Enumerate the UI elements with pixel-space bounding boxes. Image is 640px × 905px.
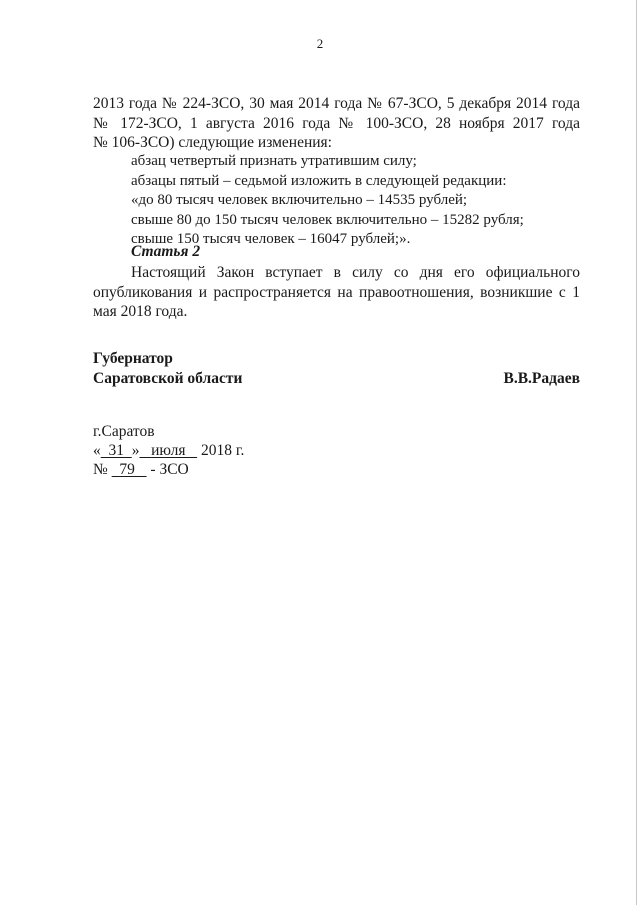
law-number-line <box>93 460 244 479</box>
place-date-block <box>93 422 244 479</box>
amendment-item: свыше 150 тысяч человек – 16047 рублей;». <box>131 231 411 247</box>
date-close-quote: » <box>131 442 140 459</box>
date-line <box>93 441 244 460</box>
amendments-list <box>93 152 580 250</box>
article-2-body <box>93 263 580 322</box>
signature-block <box>93 349 580 389</box>
amendment-item: свыше 80 до 150 тысяч человек включительно – 15282 рубля; <box>131 211 524 228</box>
intro-line-3: № 106-ЗСО) следующие изменения: <box>93 134 332 151</box>
date-month: июля <box>151 442 186 459</box>
intro-line-2: № 172-ЗСО, 1 августа 2016 года № 100-ЗСО, 28 ноября 2017 года <box>93 114 580 132</box>
intro-paragraph <box>93 94 580 153</box>
signer-title-line-2: Саратовской области <box>93 370 243 387</box>
date-year: 2018 г. <box>200 442 245 459</box>
article-2-text: Настоящий Закон вступает в силу со дня его официального опубликования и распространяется на правоотношения, возникшие с 1 мая 2018 года. <box>93 264 580 320</box>
number-suffix: - ЗСО <box>150 461 189 478</box>
amendment-item: абзац четвертый признать утратившим силу; <box>131 153 417 169</box>
page-number: 2 <box>316 36 324 51</box>
amendment-item: абзацы пятый – седьмой изложить в следующей редакции: <box>131 172 507 189</box>
intro-line-1: 2013 года № 224-ЗСО, 30 мая 2014 года № 67-ЗСО, 5 декабря 2014 года <box>93 95 580 112</box>
amendment-item: «до 80 тысяч человек включительно – 14535 рублей; <box>131 192 468 208</box>
date-day: 31 <box>108 442 124 459</box>
signer-title-line-1: Губернатор <box>93 350 173 367</box>
law-number: 79 <box>119 461 135 478</box>
signer-name: В.В.Радаев <box>503 370 580 387</box>
scan-edge-line <box>636 0 637 905</box>
city: г.Саратов <box>93 423 155 440</box>
article-2-heading: Статья 2 <box>131 243 201 260</box>
date-open-quote: « <box>93 442 101 459</box>
number-prefix: № <box>93 461 108 478</box>
